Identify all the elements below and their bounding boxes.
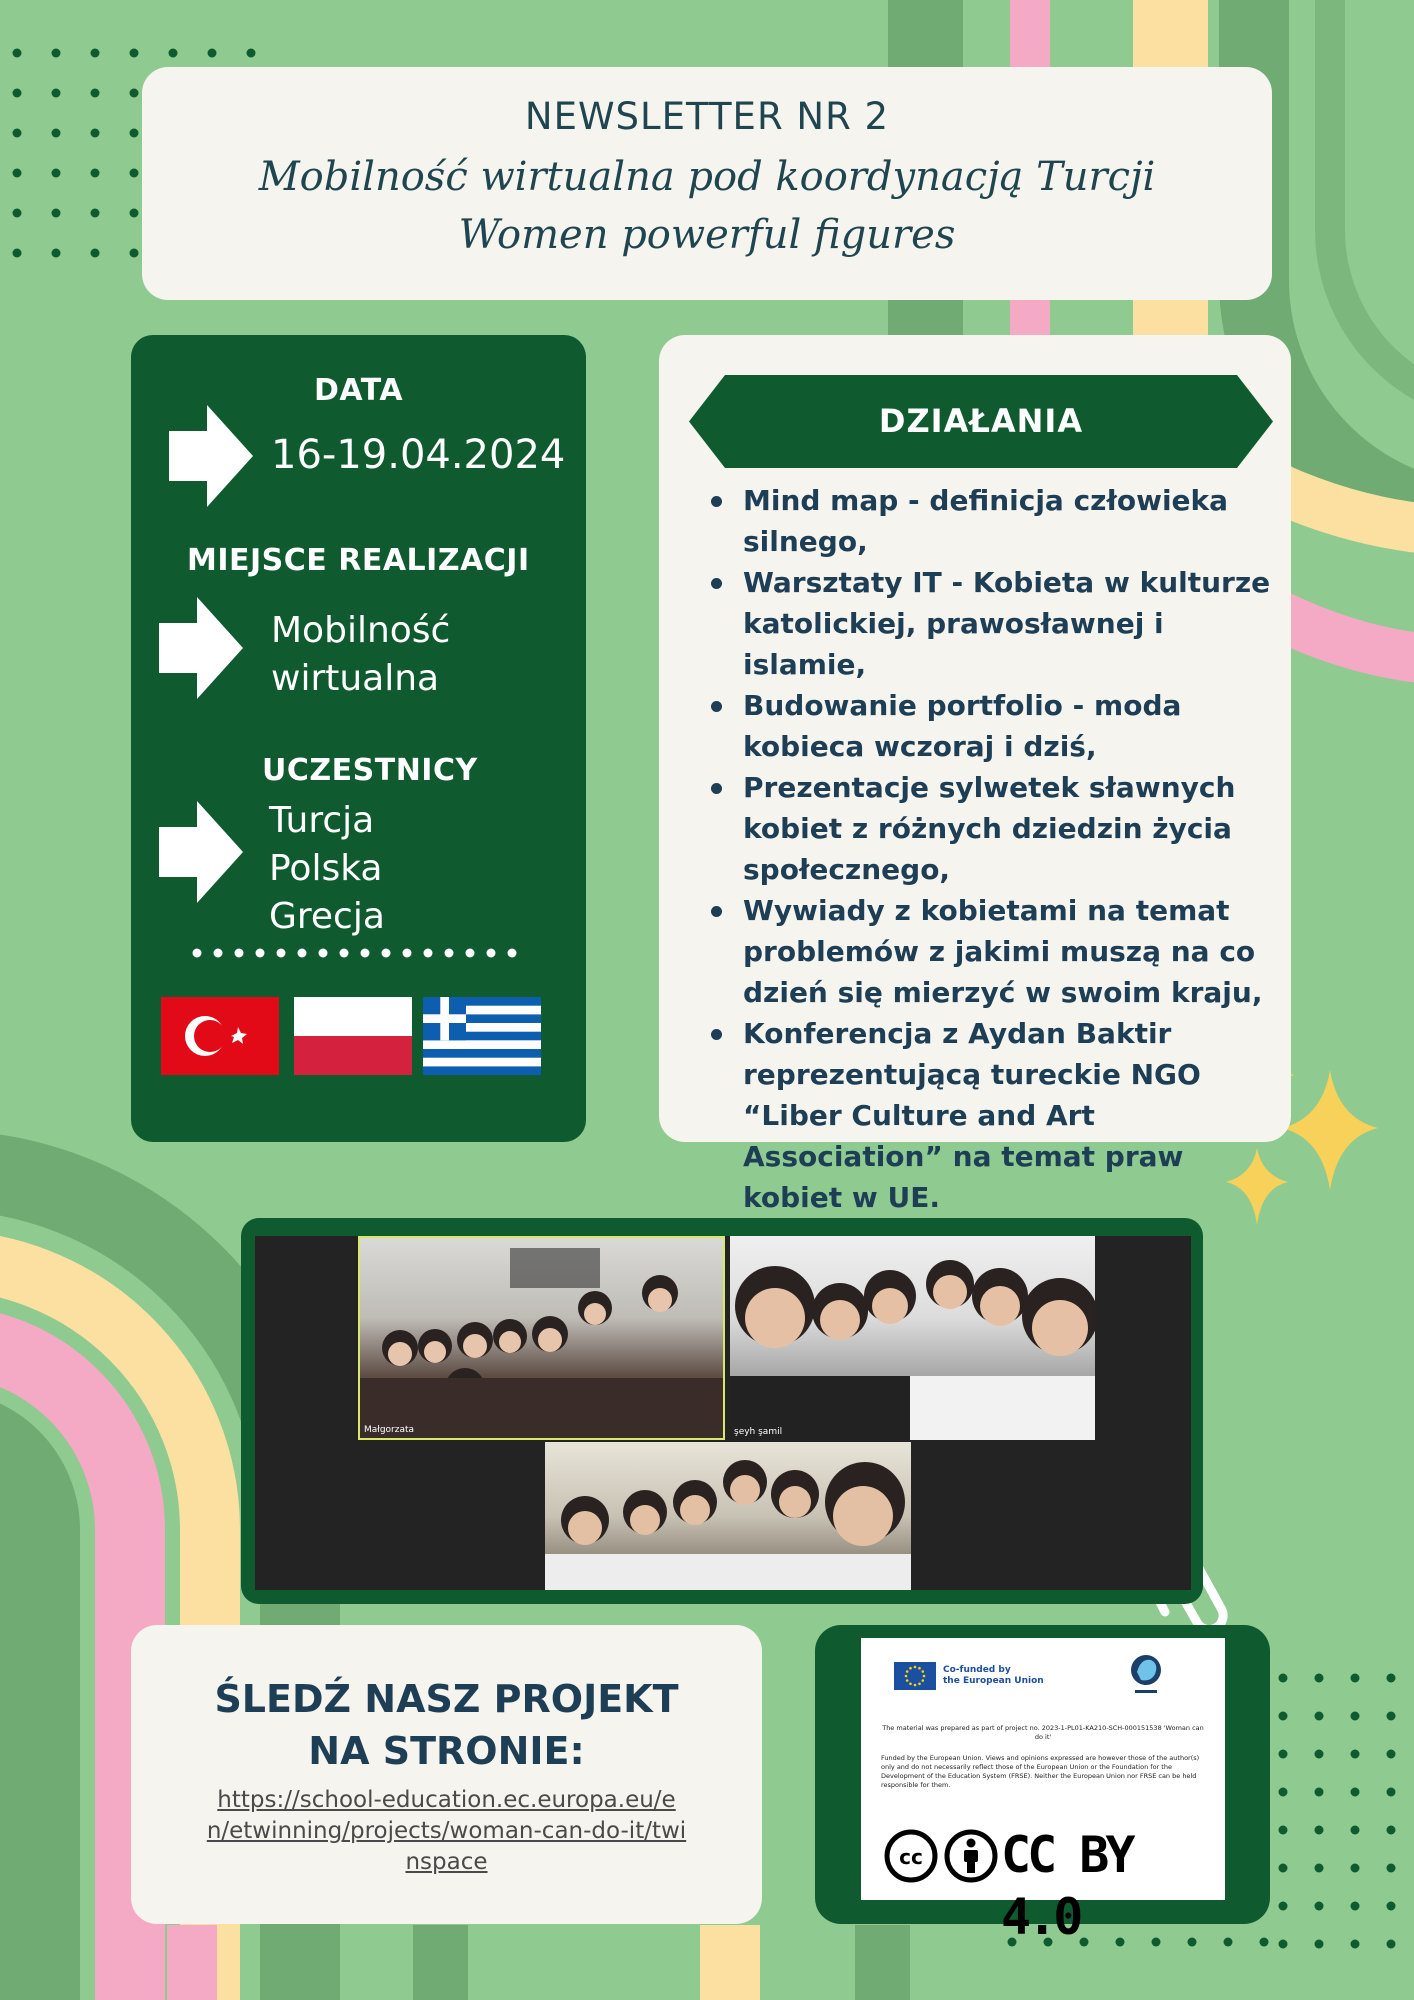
arrow-right-icon [159, 597, 243, 699]
divider-dot [403, 949, 412, 958]
follow-project-card [131, 1625, 762, 1924]
decorative-dot [52, 49, 61, 58]
video-tile-name: şeyh şamil [734, 1427, 783, 1437]
divider-dot [445, 949, 454, 958]
eu-flag-icon [894, 1662, 936, 1690]
eu-star [906, 1679, 909, 1682]
eu-star [905, 1675, 908, 1678]
decorative-dot [91, 89, 100, 98]
project-link[interactable]: https://school-education.ec.europa.eu/en/etwinning/projects/woman-can-do-it/twinspace [206, 1787, 687, 1875]
decorative-dot [1315, 1940, 1324, 1949]
decorative-dot [1315, 1750, 1324, 1759]
decorative-dot [169, 49, 178, 58]
location-label: MIEJSCE REALIZACJI [187, 543, 530, 578]
decorative-dot [52, 209, 61, 218]
activities-title: DZIAŁANIA [878, 402, 1084, 440]
svg-text:cc: cc [899, 1845, 923, 1869]
decorative-dot [91, 209, 100, 218]
decorative-dot [1387, 1788, 1396, 1797]
decorative-dot [52, 169, 61, 178]
activities-list [711, 480, 1291, 1218]
decorative-dot [91, 49, 100, 58]
divider-dot [277, 949, 286, 958]
video-call-screenshot [255, 1236, 1191, 1590]
decorative-dot [247, 49, 256, 58]
material-note: The material was prepared as part of project no. 2023-1-PL01-KA210-SCH-000151538 'Woman can do it' [882, 1724, 1204, 1741]
participants-label: UCZESTNICY [262, 753, 478, 788]
location-value-line2: wirtualna [271, 658, 440, 699]
location-value-line1: Mobilność [271, 610, 451, 651]
divider-dot [382, 949, 391, 958]
decorative-dot [52, 89, 61, 98]
decorative-dot [1351, 1864, 1360, 1873]
decorative-dot [1387, 1940, 1396, 1949]
eu-star [906, 1670, 909, 1673]
decorative-dot [13, 89, 22, 98]
decorative-dot [208, 49, 217, 58]
divider-dot [235, 949, 244, 958]
decorative-dot [1315, 1712, 1324, 1721]
decorative-dot [52, 249, 61, 258]
decorative-dot [13, 49, 22, 58]
decorative-dot [1279, 1750, 1288, 1759]
eu-star [921, 1670, 924, 1673]
divider-dot [361, 949, 370, 958]
eu-star [918, 1682, 921, 1685]
participant-poland: Polska [269, 848, 383, 889]
decorative-dot [1351, 1902, 1360, 1911]
decorative-dot [1387, 1750, 1396, 1759]
project-logo-icon [1127, 1652, 1165, 1700]
decorative-dot [91, 249, 100, 258]
decorative-dot [91, 169, 100, 178]
eu-star [921, 1679, 924, 1682]
subtitle-line1: Mobilność wirtualna pod koordynacją Turcji [258, 154, 1156, 200]
decorative-dot [1387, 1864, 1396, 1873]
decorative-dot [1387, 1712, 1396, 1721]
decorative-dot [1279, 1788, 1288, 1797]
eu-funding-card [815, 1625, 1270, 1946]
decorative-dot [1315, 1826, 1324, 1835]
decorative-dot [130, 89, 139, 98]
decorative-dot [1279, 1940, 1288, 1949]
divider-dot [214, 949, 223, 958]
participants-group-image [545, 1442, 911, 1590]
decorative-dot [1351, 1750, 1360, 1759]
license-label: CC BY 4.0 [1001, 1826, 1132, 1946]
decorative-dot [130, 169, 139, 178]
cofunded-line1: Co-funded by [943, 1665, 1011, 1675]
decorative-dot [13, 249, 22, 258]
decorative-dot [1279, 1826, 1288, 1835]
video-tile-name: Małgorzata [364, 1425, 415, 1435]
newsletter-number: NEWSLETTER NR 2 [524, 95, 890, 138]
divider-dot [298, 949, 307, 958]
arrow-right-icon [159, 801, 243, 903]
decorative-dot [130, 129, 139, 138]
decorative-dot [13, 169, 22, 178]
eu-star [909, 1682, 912, 1685]
divider-dot [508, 949, 517, 958]
decorative-dot [130, 249, 139, 258]
decorative-dot [1387, 1826, 1396, 1835]
info-card [131, 335, 586, 1142]
dotted-divider [191, 947, 521, 959]
decorative-dot [13, 129, 22, 138]
participants-group-image [360, 1238, 723, 1438]
eu-star [918, 1667, 921, 1670]
eu-star [909, 1667, 912, 1670]
eu-star [914, 1666, 917, 1669]
decorative-dot [1279, 1712, 1288, 1721]
divider-dot [424, 949, 433, 958]
decorative-dot [1315, 1788, 1324, 1797]
divider-dot [340, 949, 349, 958]
subtitle-line2: Women powerful figures [458, 212, 956, 258]
decorative-dot [1315, 1864, 1324, 1873]
participant-turkey: Turcja [269, 800, 375, 841]
divider-dot [466, 949, 475, 958]
list-item: Wywiady z kobietami na temat problemów z jakimi muszą na co dzień się mierzyć w swoim kraju, [711, 890, 1291, 1013]
decorative-dot [1351, 1940, 1360, 1949]
divider-dot [193, 949, 202, 958]
list-item: Warsztaty IT - Kobieta w kulturze katolickiej, prawosławnej i islamie, [711, 562, 1291, 685]
decorative-dot [1315, 1674, 1324, 1683]
greece-flag-icon [423, 997, 541, 1075]
divider-dot [487, 949, 496, 958]
list-item: Budowanie portfolio - moda kobieca wczoraj i dziś, [711, 685, 1291, 767]
decorative-dot [1387, 1902, 1396, 1911]
date-label: DATA [314, 373, 404, 408]
header-card [142, 67, 1272, 300]
decorative-dot [130, 209, 139, 218]
decorative-dot [1351, 1788, 1360, 1797]
divider-dot [319, 949, 328, 958]
cofunded-line2: the European Union [943, 1676, 1044, 1686]
list-item: Mind map - definicja człowieka silnego, [711, 480, 1291, 562]
decorative-dot [1279, 1864, 1288, 1873]
cofunded-label [943, 1665, 1053, 1687]
follow-title [131, 1673, 762, 1777]
decorative-dot [1279, 1674, 1288, 1683]
date-value: 16-19.04.2024 [271, 432, 566, 478]
video-call-photo-frame [241, 1218, 1203, 1604]
decorative-dot [52, 129, 61, 138]
decorative-dot [1351, 1826, 1360, 1835]
poland-flag-icon [294, 997, 412, 1075]
decorative-dot [1279, 1902, 1288, 1911]
eu-funding-sheet [861, 1638, 1225, 1946]
participants-group-image [730, 1236, 1095, 1440]
activities-card [659, 335, 1291, 1214]
video-tile-turkey [730, 1236, 1095, 1440]
decorative-dot [13, 209, 22, 218]
list-item: Prezentacje sylwetek sławnych kobiet z różnych dziedzin życia społecznego, [711, 767, 1291, 890]
decorative-dot [91, 129, 100, 138]
decorative-dot [1351, 1674, 1360, 1683]
creative-commons-icon [883, 1828, 1003, 1884]
decorative-dot [1315, 1902, 1324, 1911]
decorative-dot [1260, 1938, 1269, 1947]
video-tile-greece [545, 1442, 911, 1590]
divider-dot [256, 949, 265, 958]
decorative-dot [1351, 1712, 1360, 1721]
decorative-dot [130, 49, 139, 58]
arrow-right-icon [169, 405, 253, 507]
decorative-dot [1387, 1674, 1396, 1683]
turkey-flag-icon [161, 997, 279, 1075]
eu-star [923, 1675, 926, 1678]
video-tile-poland [358, 1236, 725, 1440]
follow-title-line1: ŚLEDŹ NASZ PROJEKT [214, 1677, 679, 1721]
participant-greece: Grecja [269, 896, 385, 937]
list-item: Konferencja z Aydan Baktir reprezentującą tureckie NGO “Liber Culture and Art Association” na temat praw kobiet w UE. [711, 1013, 1291, 1218]
funding-disclaimer: Funded by the European Union. Views and opinions expressed are however those of the author(s) only and do not necessarily reflect those of the European Union or the Foundation for the Development of the Education System (FRSE). Neither the European Union nor FRSE can be held responsible for them. [881, 1754, 1200, 1789]
eu-star [914, 1684, 917, 1687]
follow-title-line2: NA STRONIE: [308, 1729, 585, 1773]
